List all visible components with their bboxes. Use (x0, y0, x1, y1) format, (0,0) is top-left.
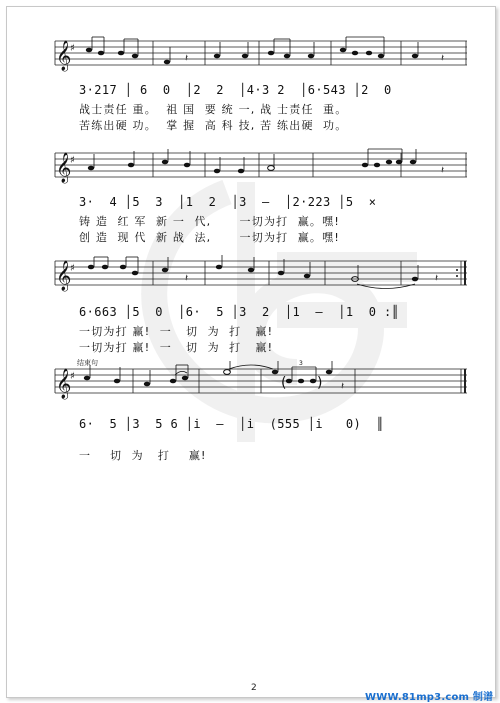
staff-system-3 (55, 257, 467, 297)
lyrics-line-3-verse-1: 一切为打 赢! 一 切 为 打 赢! (79, 325, 274, 338)
svg-text:𝄽: 𝄽 (185, 273, 189, 284)
svg-text:𝄽: 𝄽 (441, 165, 445, 176)
svg-text:♯: ♯ (70, 155, 75, 166)
svg-text:♯: ♯ (70, 43, 75, 54)
lyrics-line-2-verse-1: 铸 造 红 军 新 一 代, 一切为打 赢。嘿! (79, 215, 340, 228)
svg-text:𝄽: 𝄽 (341, 381, 345, 392)
svg-text:): ) (317, 375, 323, 391)
score-page (6, 6, 496, 703)
svg-text:𝄞: 𝄞 (56, 369, 72, 399)
staff-system-1 (55, 37, 467, 77)
numbered-notation-line-3: 6·663 │5 0 │6· 5 │3 2 │1 – │1 0 :║ (79, 305, 400, 319)
svg-text:(: ( (281, 375, 287, 391)
svg-text:♯: ♯ (70, 371, 75, 382)
numbered-notation-line-4: 6· 5 │3 5 6 │i̇ – │i̇ (555 │i̇ 0) ║ (79, 417, 384, 431)
lyrics-line-2-verse-2: 创 造 现 代 新 战 法, 一切为打 赢。嘿! (79, 231, 340, 244)
svg-text:𝄽: 𝄽 (441, 53, 445, 64)
svg-text:𝄞: 𝄞 (56, 261, 72, 291)
svg-text:𝄞: 𝄞 (56, 41, 72, 71)
svg-text:𝄽: 𝄽 (435, 273, 439, 284)
numbered-notation-line-2: 3· 4 │5 3 │1 2 │3 – │2·223 │5 × (79, 195, 377, 209)
staff-system-2 (55, 149, 467, 189)
svg-text:♯: ♯ (70, 263, 75, 274)
lyrics-line-3-verse-2: 一切为打 赢! 一 切 为 打 赢! (79, 341, 274, 354)
svg-text:3: 3 (299, 360, 303, 367)
svg-text:𝄞: 𝄞 (56, 153, 72, 183)
site-credit: WWW.81mp3.com 制谱 (365, 692, 494, 703)
ending-section-label: 结束句 (77, 359, 98, 367)
numbered-notation-line-1: 3·217 │ 6 0 │2 2 │4·3 2 │6·543 │2 0 (79, 83, 392, 97)
lyrics-line-1-verse-2: 苦练出硬 功。 掌 握 高 科 技, 苦 练出硬 功。 (79, 119, 348, 132)
page-number: 2 (251, 683, 257, 693)
lyrics-line-1-verse-1: 战士责任 重。 祖 国 要 统 一, 战 士责任 重。 (79, 103, 348, 116)
lyrics-line-4-verse-1: 一 切 为 打 赢! (79, 449, 207, 462)
svg-text:𝄽: 𝄽 (185, 53, 189, 64)
